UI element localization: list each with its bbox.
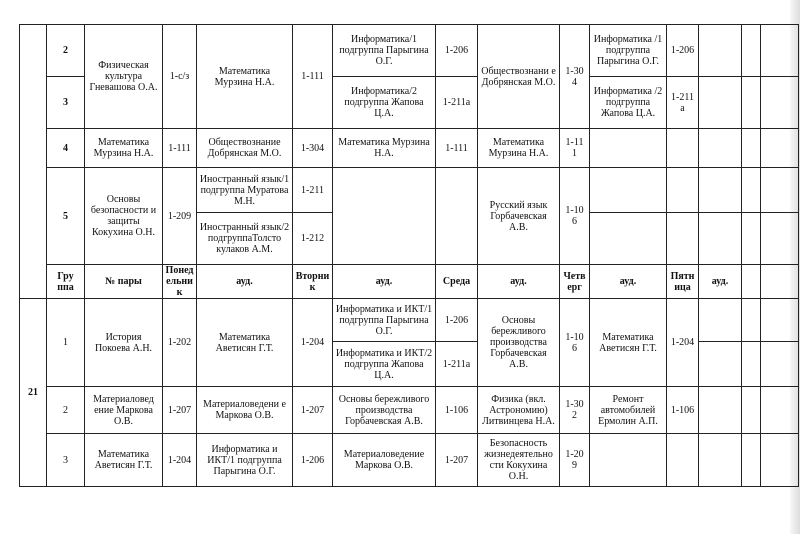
tuesday-room: 1-211: [293, 168, 333, 213]
tuesday-subject: Обществознание Добрянская М.О.: [197, 129, 293, 168]
tuesday-room: 1-304: [293, 129, 333, 168]
pair-number: 5: [47, 168, 85, 265]
wednesday-subject: Информатика/1 подгруппа Парыгина О.Г.: [333, 25, 436, 77]
monday-room: 1-202: [163, 299, 197, 387]
table-row: [20, 168, 799, 213]
tuesday-subject: Математика Мурзина Н.А.: [197, 25, 293, 129]
empty-cell: [742, 265, 761, 299]
empty-cell: [742, 434, 761, 487]
tuesday-room: 1-111: [293, 25, 333, 129]
empty-cell: [742, 213, 761, 265]
wednesday-subject: Материаловедение Маркова О.В.: [333, 434, 436, 487]
wednesday-room: 1-206: [436, 299, 478, 342]
empty-cell: [699, 434, 742, 487]
pair-number: 2: [47, 387, 85, 434]
empty-cell: [699, 299, 742, 342]
thursday-subject: Основы бережливого производства Горбачевская А.В.: [478, 299, 560, 387]
empty-cell: [699, 25, 742, 77]
group-cell-upper: [20, 25, 47, 299]
table-row: [20, 299, 799, 342]
pair-number: 1: [47, 299, 85, 387]
friday-room: 1-204: [667, 299, 699, 387]
wednesday-subject: Основы бережливого производства Горбачевская А.В.: [333, 387, 436, 434]
thursday-subject: Безопасность жизнедеятельно сти Кокухина О.Н.: [478, 434, 560, 487]
pair-number: 3: [47, 77, 85, 129]
friday-room: 1-211 а: [667, 77, 699, 129]
empty-cell: [590, 434, 667, 487]
empty-cell: [742, 129, 761, 168]
tuesday-subject: Математика Аветисян Г.Т.: [197, 299, 293, 387]
empty-cell: [761, 213, 799, 265]
empty-cell: [761, 387, 799, 434]
empty-cell: [742, 342, 761, 387]
pair-number: 3: [47, 434, 85, 487]
monday-room: 1-207: [163, 387, 197, 434]
empty-cell: [742, 387, 761, 434]
thursday-room: 1-30 4: [560, 25, 590, 129]
friday-room: 1-106: [667, 387, 699, 434]
thursday-room: 1-20 9: [560, 434, 590, 487]
wednesday-subject: Информатика и ИКТ/1 подгруппа Парыгина О.Г.: [333, 299, 436, 342]
wednesday-subject: Математика Мурзина Н.А.: [333, 129, 436, 168]
friday-subject: Ремонт автомобилей Ермолин А.П.: [590, 387, 667, 434]
empty-cell: [667, 434, 699, 487]
tuesday-room: 1-212: [293, 213, 333, 265]
wednesday-room: 1-206: [436, 25, 478, 77]
monday-subject: Математика Мурзина Н.А.: [85, 129, 163, 168]
thursday-room: 1-30 2: [560, 387, 590, 434]
table-row: [20, 25, 799, 77]
header-tuesday: Вторник: [293, 265, 333, 299]
empty-cell: [742, 299, 761, 342]
empty-cell: [761, 434, 799, 487]
friday-subject: Информатика /2 подгруппа Жапова Ц.А.: [590, 77, 667, 129]
wednesday-room: 1-106: [436, 387, 478, 434]
header-pair: № пары: [85, 265, 163, 299]
empty-cell: [761, 77, 799, 129]
wednesday-subject: Информатика и ИКТ/2 подгруппа Жапова Ц.А.: [333, 342, 436, 387]
empty-cell: [761, 25, 799, 77]
header-monday: Понедельник: [163, 265, 197, 299]
wednesday-room: 1-211а: [436, 342, 478, 387]
header-room: ауд.: [333, 265, 436, 299]
header-wednesday: Среда: [436, 265, 478, 299]
header-group: Гру ппа: [47, 265, 85, 299]
thursday-room: 1-10 6: [560, 299, 590, 387]
header-room: ауд.: [197, 265, 293, 299]
monday-room: 1-111: [163, 129, 197, 168]
friday-subject: Математика Аветисян Г.Т.: [590, 299, 667, 387]
thursday-subject: Обществознани е Добрянская М.О.: [478, 25, 560, 129]
empty-cell: [590, 129, 667, 168]
empty-cell: [699, 129, 742, 168]
empty-cell: [761, 265, 799, 299]
tuesday-room: 1-204: [293, 299, 333, 387]
empty-cell: [667, 213, 699, 265]
empty-cell: [742, 25, 761, 77]
table-row: [20, 434, 799, 487]
tuesday-room: 1-206: [293, 434, 333, 487]
header-room: ауд.: [478, 265, 560, 299]
header-room: ауд.: [590, 265, 667, 299]
monday-room: 1-204: [163, 434, 197, 487]
empty-cell: [761, 168, 799, 213]
table-row: [20, 387, 799, 434]
empty-cell: [590, 213, 667, 265]
empty-cell: [436, 168, 478, 265]
tuesday-subject: Информатика и ИКТ/1 подгруппа Парыгина О.Г.: [197, 434, 293, 487]
header-room: ауд.: [699, 265, 742, 299]
tuesday-subject: Материаловедени е Маркова О.В.: [197, 387, 293, 434]
empty-cell: [761, 299, 799, 342]
wednesday-room: 1-211а: [436, 77, 478, 129]
wednesday-subject: Информатика/2 подгруппа Жапова Ц.А.: [333, 77, 436, 129]
empty-cell: [590, 168, 667, 213]
empty-cell: [761, 129, 799, 168]
thursday-subject: Математика Мурзина Н.А.: [478, 129, 560, 168]
empty-cell: [761, 342, 799, 387]
wednesday-room: 1-111: [436, 129, 478, 168]
tuesday-subject: Иностранный язык/1 подгруппа Муратова М.Н.: [197, 168, 293, 213]
wednesday-room: 1-207: [436, 434, 478, 487]
thursday-subject: Физика (вкл. Астрономию) Литвинцева Н.А.: [478, 387, 560, 434]
empty-cell: [742, 77, 761, 129]
monday-subject: Основы безопасности и защиты Кокухина О.Н.: [85, 168, 163, 265]
empty-cell: [667, 129, 699, 168]
thursday-room: 1-10 6: [560, 168, 590, 265]
empty-cell: [333, 168, 436, 265]
empty-cell: [667, 168, 699, 213]
empty-cell: [742, 168, 761, 213]
monday-subject: Математика Аветисян Г.Т.: [85, 434, 163, 487]
thursday-room: 1-11 1: [560, 129, 590, 168]
monday-room: 1-209: [163, 168, 197, 265]
tuesday-room: 1-207: [293, 387, 333, 434]
empty-cell: [699, 77, 742, 129]
monday-subject: Материаловед ение Маркова О.В.: [85, 387, 163, 434]
thursday-subject: Русский язык Горбачевская А.В.: [478, 168, 560, 265]
pair-number: 4: [47, 129, 85, 168]
header-thursday: Четверг: [560, 265, 590, 299]
monday-room: 1-с/з: [163, 25, 197, 129]
monday-subject: История Покоева А.Н.: [85, 299, 163, 387]
header-friday: Пятница: [667, 265, 699, 299]
monday-subject: Физическая культура Гневашова О.А.: [85, 25, 163, 129]
empty-cell: [699, 387, 742, 434]
empty-cell: [699, 213, 742, 265]
empty-cell: [699, 168, 742, 213]
table-header-row: [20, 265, 799, 299]
schedule-table: [19, 24, 799, 487]
group-number: 21: [20, 299, 47, 487]
friday-room: 1-206: [667, 25, 699, 77]
pair-number: 2: [47, 25, 85, 77]
tuesday-subject: Иностранный язык/2 подгруппаТолсто кулаков А.М.: [197, 213, 293, 265]
table-row: [20, 129, 799, 168]
empty-cell: [699, 342, 742, 387]
friday-subject: Информатика /1 подгруппа Парыгина О.Г.: [590, 25, 667, 77]
